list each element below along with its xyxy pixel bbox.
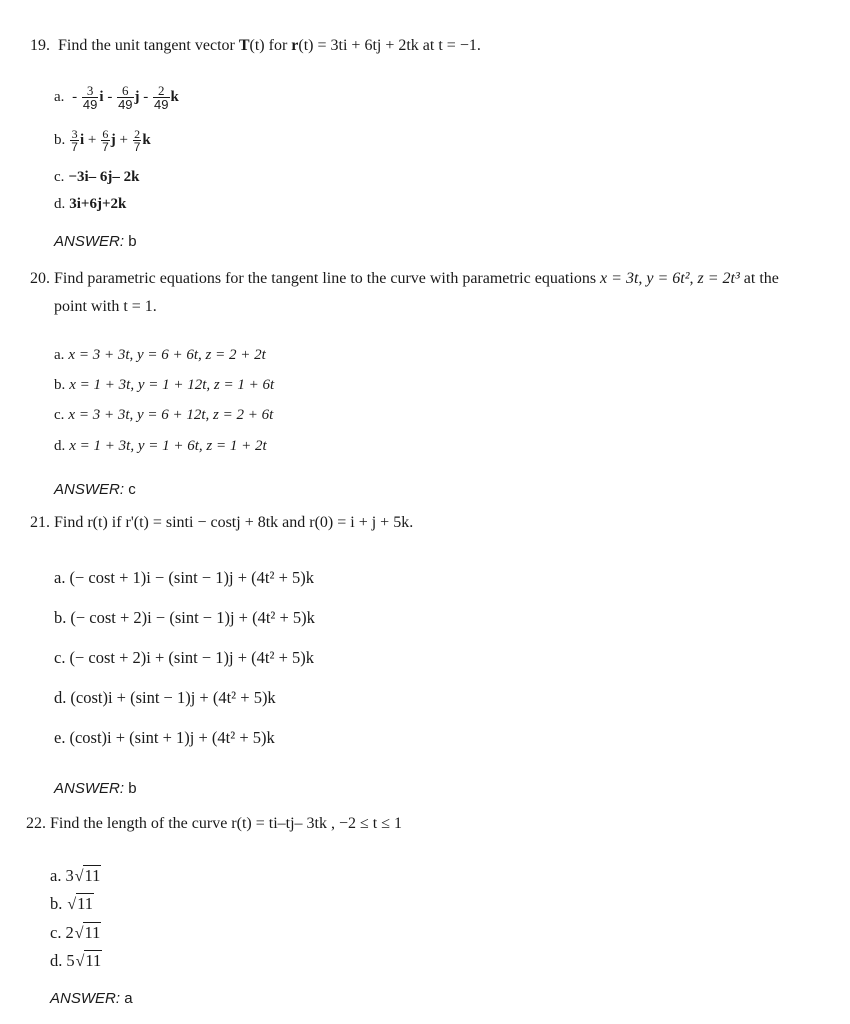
- answer-22: [50, 990, 133, 1007]
- question-number: 20.: [30, 270, 50, 287]
- option-label: d.: [54, 196, 66, 212]
- unit-vector: k: [142, 131, 151, 148]
- question-number: 19.: [30, 37, 50, 54]
- question-number: 21.: [30, 514, 50, 531]
- unit-vector: i: [99, 88, 104, 105]
- option-label: b.: [54, 377, 66, 393]
- square-root: √11: [74, 866, 101, 885]
- unit-vector: i: [79, 131, 85, 148]
- coefficient: 2: [65, 923, 74, 942]
- denominator: 7: [102, 140, 109, 154]
- option-22b: [50, 894, 94, 914]
- answer-label: ANSWER:: [54, 233, 125, 250]
- fraction: [117, 84, 133, 111]
- stem-vector-r: r: [291, 37, 299, 54]
- option-21e: [54, 728, 275, 748]
- option-sign: +: [87, 131, 97, 148]
- stem-text: Find the length of the curve: [50, 815, 232, 832]
- option-label: a.: [54, 568, 66, 587]
- option-label: a.: [50, 866, 62, 885]
- stem-equation: x = 3t, y = 6t², z = 2t³: [600, 270, 740, 287]
- option-19c: [54, 169, 139, 186]
- answer-20: [54, 481, 136, 498]
- question-20-stem: [30, 269, 779, 289]
- radicand: 11: [84, 923, 101, 942]
- option-sign: -: [107, 88, 113, 105]
- option-text: (cost)i + (sint − 1)j + (4t² + 5)k: [70, 688, 276, 707]
- option-20a: [54, 347, 266, 364]
- option-text: 3i+6j+2k: [69, 196, 127, 212]
- answer-value: a: [124, 990, 133, 1007]
- option-sign: -: [143, 88, 149, 105]
- square-root: √11: [74, 923, 101, 942]
- option-text: (− cost + 1)i − (sint − 1)j + (4t² + 5)k: [69, 568, 314, 587]
- option-text: (cost)i + (sint + 1)j + (4t² + 5)k: [69, 728, 275, 747]
- unit-vector: k: [170, 88, 179, 105]
- square-root: √11: [67, 894, 94, 913]
- numerator: 3: [71, 127, 78, 141]
- option-label: c.: [54, 407, 65, 423]
- stem-tail: at the: [739, 270, 779, 287]
- option-label: c.: [50, 923, 62, 942]
- stem-vector-T: T: [238, 37, 250, 54]
- numerator: 2: [153, 84, 169, 98]
- option-label: e.: [54, 728, 66, 747]
- stem-arg: (t): [249, 37, 265, 54]
- option-21a: [54, 568, 314, 588]
- question-22-stem: [26, 814, 402, 834]
- numerator: 6: [117, 84, 133, 98]
- fraction: [153, 84, 169, 111]
- stem-for: for: [264, 37, 292, 54]
- stem-text: Find the unit tangent vector: [58, 37, 239, 54]
- option-text: x = 1 + 3t, y = 1 + 6t, z = 1 + 2t: [69, 438, 267, 454]
- answer-21: [54, 780, 137, 797]
- option-sign: +: [119, 131, 128, 148]
- option-label: a.: [54, 88, 65, 105]
- numerator: 6: [102, 127, 109, 141]
- option-label: b.: [50, 894, 63, 913]
- option-20d: [54, 438, 267, 455]
- numerator: 3: [82, 84, 98, 98]
- answer-label: ANSWER:: [50, 990, 121, 1007]
- option-label: a.: [54, 347, 65, 363]
- radicand: 11: [85, 951, 102, 970]
- answer-label: ANSWER:: [54, 780, 125, 797]
- option-label: c.: [54, 648, 66, 667]
- option-22c: [50, 923, 101, 943]
- option-text: (− cost + 2)i − (sint − 1)j + (4t² + 5)k: [70, 608, 315, 627]
- denominator: 49: [82, 97, 98, 112]
- option-label: b.: [54, 608, 67, 627]
- option-20b: [54, 377, 274, 394]
- answer-value: c: [128, 481, 136, 498]
- unit-vector: j: [134, 88, 140, 105]
- fraction: [70, 128, 79, 153]
- radicand: 11: [77, 894, 94, 913]
- option-label: d.: [54, 438, 66, 454]
- stem-text: Find r(t) if r'(t) = sinti − costj + 8tk and r(0) = i + j + 5k.: [54, 514, 414, 531]
- option-text: x = 3 + 3t, y = 6 + 12t, z = 2 + 6t: [68, 407, 274, 423]
- denominator: 49: [154, 97, 169, 112]
- option-text: x = 3 + 3t, y = 6 + 6t, z = 2 + 2t: [68, 347, 266, 363]
- stem-text: point with t = 1.: [54, 298, 157, 315]
- question-19-stem: [30, 36, 481, 56]
- radicand: 11: [84, 866, 101, 885]
- option-20c: [54, 407, 273, 424]
- denominator: 7: [71, 140, 78, 154]
- option-label: c.: [54, 169, 65, 185]
- numerator: 2: [134, 127, 141, 141]
- coefficient: 3: [65, 866, 74, 885]
- option-text: x = 1 + 3t, y = 1 + 12t, z = 1 + 6t: [69, 377, 275, 393]
- answer-label: ANSWER:: [54, 481, 125, 498]
- option-19a: [54, 84, 179, 111]
- option-text: (− cost + 2)i + (sint − 1)j + (4t² + 5)k: [69, 648, 314, 667]
- unit-vector: j: [110, 131, 116, 148]
- stem-equation: (t) = 3ti + 6tj + 2tk at t = −1.: [298, 37, 481, 54]
- answer-19: [54, 233, 137, 250]
- coefficient: 5: [66, 951, 75, 970]
- answer-value: b: [128, 780, 137, 797]
- option-sign: -: [72, 88, 78, 105]
- denominator: 7: [133, 140, 141, 154]
- question-20-stem-line2: [54, 298, 157, 316]
- stem-text: Find parametric equations for the tangent line to the curve with parametric equations: [54, 270, 601, 287]
- question-21-stem: [30, 513, 413, 533]
- option-label: d.: [54, 688, 67, 707]
- question-number: 22.: [26, 815, 46, 832]
- option-label: d.: [50, 951, 63, 970]
- option-22d: [50, 951, 102, 971]
- square-root: √11: [75, 951, 102, 970]
- option-19d: [54, 196, 126, 213]
- option-21d: [54, 688, 276, 708]
- fraction: [82, 84, 98, 111]
- option-19b: [54, 128, 151, 153]
- option-text: −3i– 6j– 2k: [68, 169, 140, 185]
- option-22a: [50, 866, 101, 886]
- option-21c: [54, 648, 314, 668]
- answer-value: b: [128, 233, 137, 250]
- option-label: b.: [54, 131, 66, 148]
- fraction: [133, 128, 142, 153]
- option-21b: [54, 608, 315, 628]
- fraction: [101, 128, 110, 153]
- denominator: 49: [118, 97, 133, 112]
- stem-equation: r(t) = ti–tj– 3tk , −2 ≤ t ≤ 1: [231, 815, 403, 832]
